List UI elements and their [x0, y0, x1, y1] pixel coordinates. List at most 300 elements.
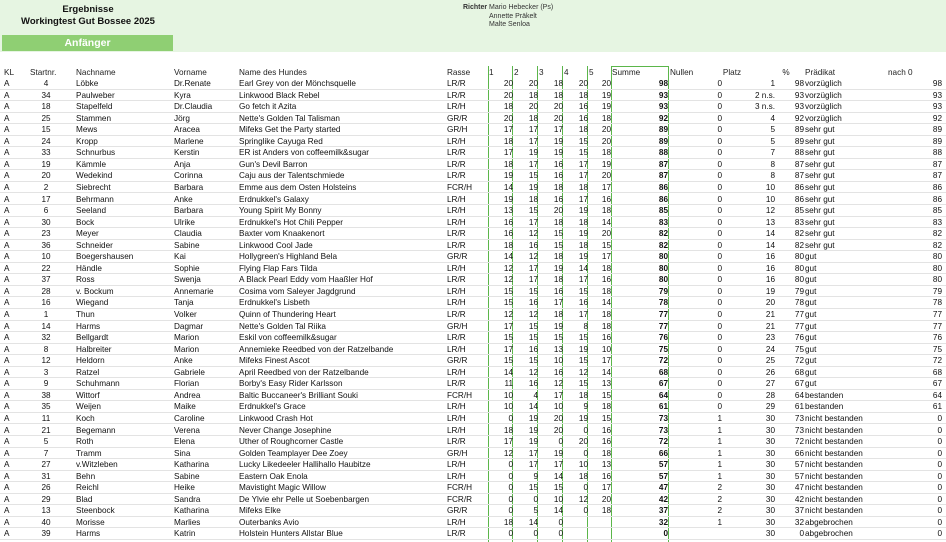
cell-score-3: 17: [553, 298, 563, 308]
cell-dog-name: Mifeks Get the Party started: [239, 125, 341, 135]
table-row: [0, 228, 946, 240]
column-header-sum: Summe: [612, 68, 641, 77]
cell-first-name: Anke: [174, 194, 193, 204]
cell-place: 30: [765, 437, 775, 447]
cell-breed: LR/H: [447, 136, 466, 146]
cell-first-name: Annemarie: [174, 286, 214, 296]
cell-after-zero: 0: [937, 460, 942, 470]
cell-start-number: 28: [41, 286, 51, 296]
cell-sum: 89: [658, 125, 668, 135]
cell-breed: LR/H: [447, 102, 466, 112]
cell-class: A: [4, 321, 10, 331]
cell-last-name: Bock: [76, 217, 95, 227]
cell-start-number: 15: [41, 125, 51, 135]
cell-score-5: 18: [601, 206, 611, 216]
cell-place: 25: [765, 356, 775, 366]
cell-score-3: 15: [553, 483, 563, 493]
column-header-start-number: Startnr.: [30, 68, 57, 77]
cell-last-name: Stammen: [76, 113, 112, 123]
cell-after-zero: 80: [932, 275, 942, 285]
cell-score-4: 17: [578, 171, 588, 181]
cell-score-4: 18: [578, 240, 588, 250]
cell-breed: LR/H: [447, 471, 466, 481]
cell-score-1: 0: [508, 460, 513, 470]
table-row: [0, 251, 946, 263]
cell-rating: nicht bestanden: [805, 460, 863, 470]
cell-score-2: 4: [533, 390, 538, 400]
cell-last-name: Händle: [76, 263, 102, 273]
cell-score-1: 14: [503, 182, 513, 192]
cell-class: A: [4, 425, 10, 435]
cell-start-number: 6: [43, 206, 49, 216]
table-row: [0, 448, 946, 460]
cell-breed: GR/H: [447, 448, 468, 458]
cell-start-number: 26: [41, 483, 51, 493]
cell-score-4: 17: [578, 159, 588, 169]
table-row: [0, 113, 946, 125]
cell-start-number: 13: [41, 506, 51, 516]
cell-score-1: 18: [503, 159, 513, 169]
cell-score-5: 17: [601, 483, 611, 493]
cell-score-5: 18: [601, 263, 611, 273]
cell-rating: nicht bestanden: [805, 506, 863, 516]
cell-percent: 82: [794, 229, 804, 239]
table-row: [0, 471, 946, 483]
cell-score-3: 18: [553, 90, 563, 100]
cell-rating: gut: [805, 298, 817, 308]
cell-score-4: 14: [578, 263, 588, 273]
cell-last-name: Schnurbus: [76, 148, 116, 158]
cell-score-3: 14: [553, 471, 563, 481]
cell-score-3: 14: [553, 506, 563, 516]
judges-label: Richter: [463, 4, 488, 11]
cell-score-2: 17: [528, 275, 538, 285]
cell-score-3: 17: [553, 390, 563, 400]
cell-percent: 72: [794, 356, 804, 366]
cell-breed: LR/H: [447, 217, 466, 227]
cell-score-2: 16: [528, 344, 538, 354]
cell-start-number: 19: [41, 159, 51, 169]
cell-zeros: 0: [717, 206, 722, 216]
cell-score-2: 17: [528, 448, 538, 458]
cell-score-1: 17: [503, 344, 513, 354]
cell-sum: 32: [658, 517, 668, 527]
cell-breed: LR/H: [447, 344, 466, 354]
cell-breed: LR/H: [447, 402, 466, 412]
cell-zeros: 1: [717, 437, 722, 447]
cell-score-4: 15: [578, 379, 588, 389]
cell-score-2: 18: [528, 194, 538, 204]
column-header-zeros: Nullen: [670, 68, 694, 77]
cell-percent: 89: [794, 136, 804, 146]
cell-dog-name: April Reedbed von der Ratzelbande: [239, 367, 369, 377]
cell-last-name: Mews: [76, 125, 98, 135]
cell-sum: 77: [658, 321, 668, 331]
cell-breed: LR/H: [447, 298, 466, 308]
judge-2: Annette Präkelt: [489, 12, 537, 20]
cell-start-number: 10: [41, 252, 51, 262]
cell-score-1: 15: [503, 333, 513, 343]
cell-breed: GR/R: [447, 356, 468, 366]
cell-class: A: [4, 159, 10, 169]
cell-dog-name: A Black Pearl Eddy vom Haaßler Hof: [239, 275, 373, 285]
cell-sum: 92: [658, 113, 668, 123]
table-row: [0, 482, 946, 494]
cell-first-name: Gabriele: [174, 367, 205, 377]
cell-score-3: 20: [553, 425, 563, 435]
table-row: [0, 517, 946, 529]
cell-place: 28: [765, 390, 775, 400]
cell-score-4: 18: [578, 217, 588, 227]
cell-after-zero: 77: [932, 321, 942, 331]
cell-zeros: 0: [717, 217, 722, 227]
column-header-after-zero: nach 0: [888, 68, 913, 77]
cell-score-1: 0: [508, 413, 513, 423]
cell-after-zero: 82: [932, 229, 942, 239]
cell-class: A: [4, 263, 10, 273]
cell-class: A: [4, 113, 10, 123]
cell-start-number: 33: [41, 148, 51, 158]
cell-rating: nicht bestanden: [805, 425, 863, 435]
cell-rating: gut: [805, 286, 817, 296]
cell-score-5: 18: [601, 113, 611, 123]
cell-class: A: [4, 402, 10, 412]
cell-rating: sehr gut: [805, 125, 835, 135]
cell-dog-name: Holstein Hunters Allstar Blue: [239, 529, 343, 539]
cell-score-4: 12: [578, 494, 588, 504]
cell-percent: 75: [794, 344, 804, 354]
cell-start-number: 17: [41, 194, 51, 204]
cell-rating: vorzüglich: [805, 79, 842, 88]
cell-percent: 64: [794, 390, 804, 400]
cell-score-3: 16: [553, 286, 563, 296]
cell-after-zero: 0: [937, 517, 942, 527]
cell-score-5: 13: [601, 379, 611, 389]
cell-class: A: [4, 529, 10, 539]
cell-class: A: [4, 275, 10, 285]
cell-zeros: 0: [717, 102, 722, 112]
cell-score-3: 19: [553, 321, 563, 331]
column-header-dog-name: Name des Hundes: [239, 68, 307, 77]
cell-dog-name: Cosima vom Saleyer Jagdgrund: [239, 286, 356, 296]
cell-breed: GR/H: [447, 125, 468, 135]
cell-class: A: [4, 90, 10, 100]
cell-rating: gut: [805, 263, 817, 273]
table-row: [0, 263, 946, 275]
cell-score-2: 19: [528, 148, 538, 158]
cell-breed: LR/R: [447, 90, 466, 100]
cell-percent: 76: [794, 333, 804, 343]
table-row: [0, 494, 946, 506]
cell-class: A: [4, 125, 10, 135]
cell-score-2: 17: [528, 159, 538, 169]
cell-dog-name: Young Spirit My Bonny: [239, 206, 322, 216]
cell-start-number: 36: [41, 240, 51, 250]
cell-score-2: 15: [528, 321, 538, 331]
cell-score-2: 17: [528, 460, 538, 470]
cell-dog-name: Baxter vom Knaakenort: [239, 229, 325, 239]
cell-percent: 73: [794, 425, 804, 435]
cell-first-name: Katharina: [174, 506, 210, 516]
cell-dog-name: Emme aus dem Osten Holsteins: [239, 182, 357, 192]
cell-score-5: 10: [601, 344, 611, 354]
cell-dog-name: Go fetch it Azita: [239, 102, 297, 112]
cell-sum: 67: [658, 379, 668, 389]
cell-score-1: 0: [508, 494, 513, 504]
cell-place: 30: [765, 448, 775, 458]
cell-last-name: v. Bockum: [76, 286, 114, 296]
cell-score-2: 12: [528, 229, 538, 239]
table-row: [0, 78, 946, 90]
table-row: [0, 147, 946, 159]
cell-rating: gut: [805, 321, 817, 331]
cell-class: A: [4, 356, 10, 366]
table-row: [0, 413, 946, 425]
cell-score-1: 13: [503, 206, 513, 216]
cell-after-zero: 87: [932, 171, 942, 181]
cell-after-zero: 0: [937, 425, 942, 435]
cell-sum: 83: [658, 217, 668, 227]
cell-breed: LR/R: [447, 148, 466, 158]
cell-breed: FCR/R: [447, 494, 473, 504]
cell-first-name: Sabine: [174, 471, 200, 481]
cell-place: 12: [765, 206, 775, 216]
cell-place: 5: [770, 125, 775, 135]
cell-percent: 87: [794, 171, 804, 181]
cell-first-name: Tanja: [174, 298, 194, 308]
cell-zeros: 0: [717, 79, 722, 88]
cell-first-name: Marlene: [174, 136, 204, 146]
cell-rating: sehr gut: [805, 194, 835, 204]
cell-score-4: 16: [578, 298, 588, 308]
cell-last-name: Bellgardt: [76, 333, 109, 343]
cell-first-name: Caroline: [174, 413, 205, 423]
cell-score-5: 20: [601, 229, 611, 239]
cell-score-5: 15: [601, 390, 611, 400]
cell-dog-name: Baltic Buccaneer's Brilliant Souki: [239, 390, 358, 400]
judge-3: Malte Senloa: [489, 21, 530, 28]
cell-after-zero: 0: [937, 471, 942, 481]
cell-zeros: 1: [717, 448, 722, 458]
table-row: [0, 309, 946, 321]
cell-dog-name: Annemieke Reedbed von der Ratzelbande: [239, 344, 394, 354]
cell-rating: sehr gut: [805, 217, 835, 227]
cell-place: 14: [765, 240, 775, 250]
cell-start-number: 7: [43, 448, 49, 458]
cell-sum: 75: [658, 344, 668, 354]
cell-score-2: 19: [528, 413, 538, 423]
cell-score-5: 17: [601, 182, 611, 192]
cell-after-zero: 72: [932, 356, 942, 366]
cell-score-1: 17: [503, 321, 513, 331]
cell-score-2: 18: [528, 113, 538, 123]
cell-score-4: 19: [578, 413, 588, 423]
cell-sum: 80: [658, 275, 668, 285]
cell-percent: 47: [794, 483, 804, 493]
cell-zeros: 1: [717, 471, 722, 481]
cell-zeros: 0: [717, 310, 722, 319]
cell-score-5: 16: [601, 275, 611, 285]
cell-score-5: 16: [601, 194, 611, 204]
cell-breed: LR/R: [447, 79, 466, 88]
cell-after-zero: 76: [932, 333, 942, 343]
cell-score-3: 17: [553, 125, 563, 135]
cell-sum: 86: [658, 194, 668, 204]
cell-score-2: 12: [528, 367, 538, 377]
cell-start-number: 35: [41, 402, 51, 412]
cell-place: 29: [765, 402, 775, 412]
cell-score-3: 13: [553, 344, 563, 354]
cell-rating: gut: [805, 310, 817, 319]
cell-score-3: 18: [553, 217, 563, 227]
cell-score-2: 15: [528, 333, 538, 343]
cell-first-name: Elena: [174, 437, 195, 447]
cell-start-number: 3: [43, 367, 49, 377]
cell-score-1: 20: [503, 90, 513, 100]
cell-place: 30: [765, 529, 775, 539]
table-row: [0, 528, 946, 540]
cell-breed: LR/H: [447, 206, 466, 216]
cell-score-2: 14: [528, 517, 538, 527]
cell-after-zero: 0: [937, 494, 942, 504]
cell-score-5: 16: [601, 471, 611, 481]
cell-place: 16: [765, 275, 775, 285]
cell-breed: LR/R: [447, 379, 466, 389]
cell-score-4: 20: [578, 437, 588, 447]
cell-start-number: 37: [41, 275, 51, 285]
cell-last-name: Heldorn: [76, 356, 105, 366]
cell-score-4: 9: [583, 402, 588, 412]
cell-score-1: 18: [503, 102, 513, 112]
cell-zeros: 1: [717, 425, 722, 435]
cell-after-zero: 0: [937, 448, 942, 458]
cell-first-name: Sophie: [174, 263, 200, 273]
cell-score-3: 0: [558, 529, 563, 539]
cell-last-name: Paulweber: [76, 90, 115, 100]
cell-class: A: [4, 379, 10, 389]
cell-first-name: Marlies: [174, 517, 201, 527]
cell-breed: LR/H: [447, 263, 466, 273]
table-row: [0, 505, 946, 517]
table-row: [0, 436, 946, 448]
cell-after-zero: 80: [932, 252, 942, 262]
cell-after-zero: 75: [932, 344, 942, 354]
cell-start-number: 5: [43, 437, 49, 447]
cell-start-number: 18: [41, 102, 51, 112]
cell-class: A: [4, 310, 10, 319]
cell-percent: 87: [794, 159, 804, 169]
cell-start-number: 34: [41, 90, 51, 100]
cell-rating: gut: [805, 344, 817, 354]
cell-after-zero: 0: [937, 506, 942, 516]
cell-place: 8: [770, 159, 775, 169]
cell-score-2: 14: [528, 402, 538, 412]
cell-class: A: [4, 79, 10, 88]
cell-score-4: 12: [578, 367, 588, 377]
cell-place: 5: [770, 136, 775, 146]
cell-percent: 78: [794, 298, 804, 308]
cell-rating: vorzüglich: [805, 102, 842, 112]
cell-dog-name: Outerbanks Avio: [239, 517, 299, 527]
cell-score-4: 18: [578, 390, 588, 400]
cell-dog-name: Erdnukkel's Grace: [239, 402, 306, 412]
cell-after-zero: 80: [932, 263, 942, 273]
cell-score-3: 10: [553, 356, 563, 366]
cell-rating: bestanden: [805, 390, 844, 400]
cell-score-3: 15: [553, 333, 563, 343]
cell-score-4: 15: [578, 286, 588, 296]
cell-percent: 86: [794, 194, 804, 204]
cell-last-name: v.Witzleben: [76, 460, 118, 470]
cell-score-5: 20: [601, 494, 611, 504]
cell-place: 7: [770, 148, 775, 158]
cell-zeros: 0: [717, 159, 722, 169]
cell-last-name: Meyer: [76, 229, 99, 239]
table-row: [0, 136, 946, 148]
cell-first-name: Katharina: [174, 460, 210, 470]
cell-score-2: 16: [528, 379, 538, 389]
cell-sum: 79: [658, 286, 668, 296]
column-header-score-1: 1: [489, 68, 494, 77]
cell-score-3: 15: [553, 229, 563, 239]
cell-first-name: Sabine: [174, 240, 200, 250]
cell-rating: sehr gut: [805, 136, 835, 146]
cell-score-3: 16: [553, 159, 563, 169]
cell-place: 30: [765, 460, 775, 470]
cell-place: 20: [765, 298, 775, 308]
cell-class: A: [4, 252, 10, 262]
cell-zeros: 0: [717, 113, 722, 123]
cell-dog-name: Mifeks Finest Ascot: [239, 356, 310, 366]
cell-place: 16: [765, 263, 775, 273]
cell-score-1: 12: [503, 310, 513, 319]
cell-last-name: Kämmle: [76, 159, 107, 169]
cell-first-name: Anke: [174, 356, 193, 366]
cell-score-2: 0: [533, 494, 538, 504]
cell-first-name: Barbara: [174, 182, 204, 192]
cell-score-3: 18: [553, 275, 563, 285]
cell-after-zero: 89: [932, 125, 942, 135]
cell-percent: 92: [794, 113, 804, 123]
cell-class: A: [4, 217, 10, 227]
cell-score-5: 20: [601, 125, 611, 135]
cell-zeros: 0: [717, 240, 722, 250]
cell-score-5: 14: [601, 367, 611, 377]
cell-after-zero: 87: [932, 159, 942, 169]
cell-dog-name: De Ylvie ehr Pelle ut Soebenbargen: [239, 494, 370, 504]
cell-dog-name: Linkwood Black Rebel: [239, 90, 320, 100]
cell-rating: nicht bestanden: [805, 413, 863, 423]
column-header-class: KL: [4, 68, 15, 77]
cell-score-2: 19: [528, 425, 538, 435]
cell-score-1: 15: [503, 286, 513, 296]
cell-sum: 72: [658, 437, 668, 447]
cell-zeros: 0: [717, 356, 722, 366]
cell-score-1: 18: [503, 136, 513, 146]
cell-start-number: 12: [41, 356, 51, 366]
cell-place: 14: [765, 229, 775, 239]
cell-breed: GR/R: [447, 506, 468, 516]
cell-breed: LR/R: [447, 275, 466, 285]
column-header-score-4: 4: [564, 68, 569, 77]
cell-rating: gut: [805, 252, 817, 262]
cell-score-3: 16: [553, 367, 563, 377]
cell-score-2: 0: [533, 529, 538, 539]
cell-dog-name: Gun's Devil Barron: [239, 159, 308, 169]
cell-dog-name: Lucky Likedeeler Hallihallo Haubitze: [239, 460, 371, 470]
cell-score-1: 17: [503, 437, 513, 447]
cell-dog-name: Hollygreen's Highland Bela: [239, 252, 338, 262]
